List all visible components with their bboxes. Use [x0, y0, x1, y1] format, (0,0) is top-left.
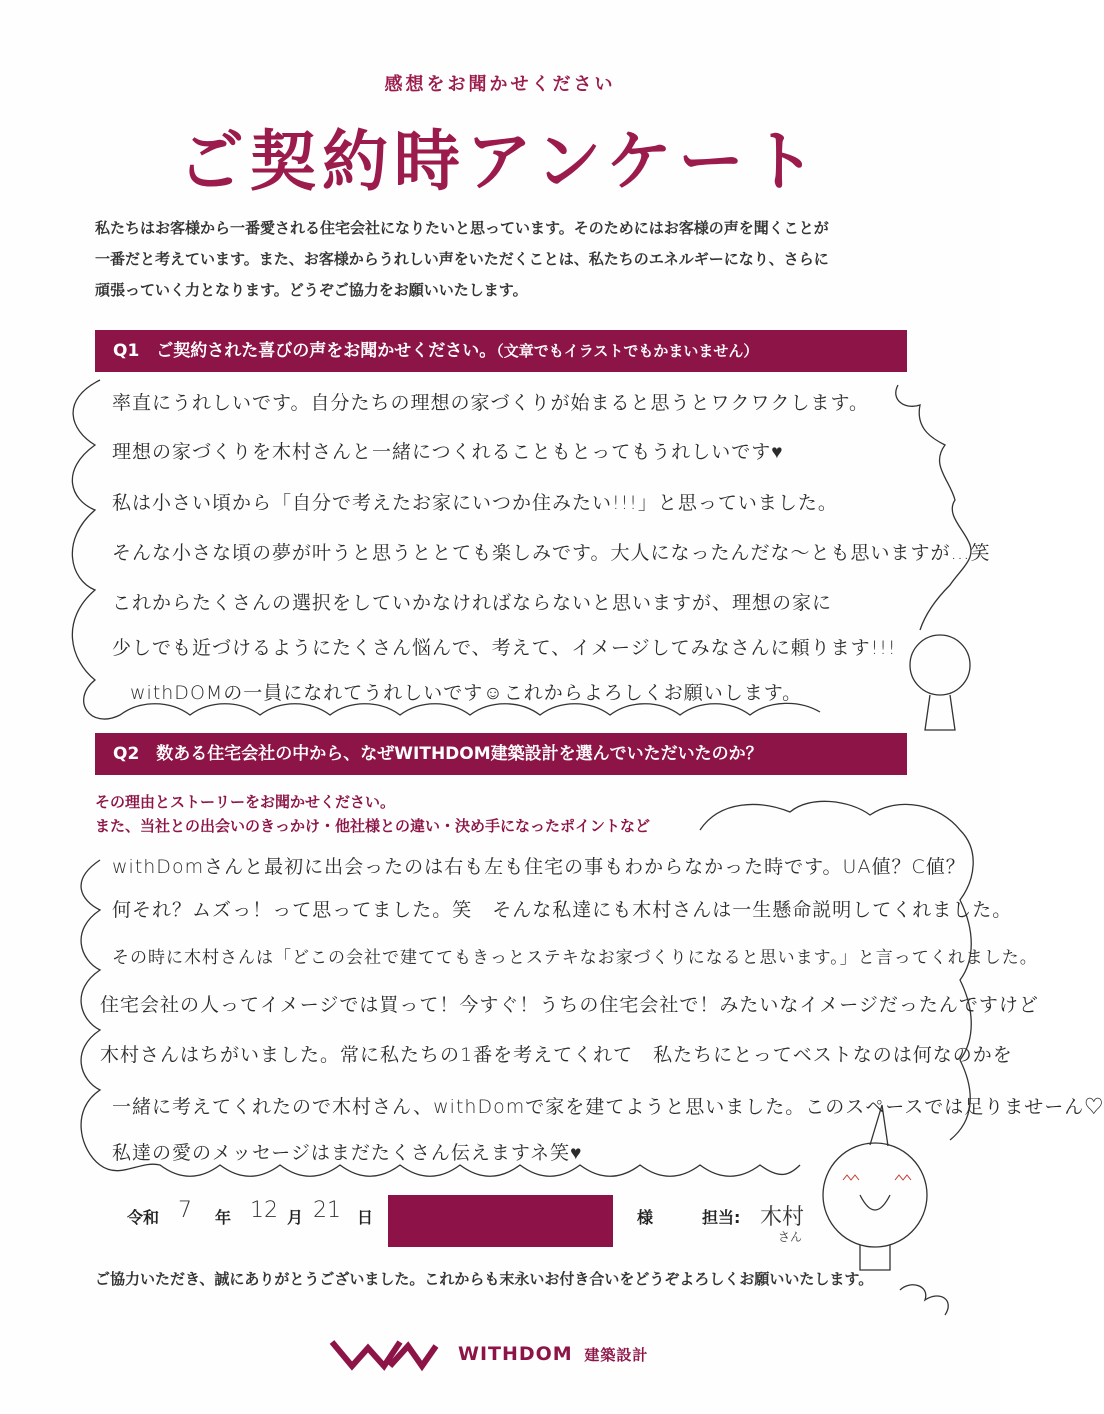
date-month: 12: [250, 1198, 278, 1223]
date-day: 21: [313, 1198, 341, 1223]
q2-answer-line: 何それ？ムズっ！って思ってました。笑 そんな私達にも木村さんは一生懸命説明してくれました。: [112, 899, 1013, 921]
q1-answer-line: 少しでも近づけるようにたくさん悩んで、考えて、イメージしてみなさんに頼ります!!!: [112, 637, 897, 659]
q2-header: [95, 733, 907, 775]
date-year: 7: [178, 1198, 192, 1223]
intro-line: 私たちはお客様から一番愛される住宅会社になりたいと思っています。そのためにはお客様の声を聞くことが: [95, 219, 829, 237]
logo-name: WITHDOM: [458, 1343, 573, 1365]
character-face-q2: [823, 1143, 927, 1247]
q2-subtitle: また、当社との出会いのきっかけ・他社様との違い・決め手になったポイントなど: [95, 817, 651, 835]
intro-line: 頑張っていく力となります。どうぞご協力をお願いいたします。: [95, 281, 528, 299]
q1-answer-line: これからたくさんの選択をしていかなければならないと思いますが、理想の家に: [112, 592, 833, 614]
staff-name: 木村: [760, 1205, 805, 1230]
q1-header: [95, 330, 907, 372]
q2-answer-line: 私達の愛のメッセージはまだたくさん伝えますネ笑♥: [112, 1142, 583, 1164]
honorific-sama: 様: [637, 1208, 654, 1227]
redacted-customer-name: [388, 1195, 613, 1247]
page-title: ご契約時アンケート: [177, 123, 823, 200]
q1-label: Q1 ご契約された喜びの声をお聞かせください。: [113, 341, 497, 361]
header-subtitle: 感想をお聞かせください: [384, 74, 616, 95]
q1-answer-line: withDOMの一員になれてうれしいです☺これからよろしくお願いします。: [130, 682, 803, 704]
q2-answer-line: その時に木村さんは「どこの会社で建ててもきっとステキなお家づくりになると思います。」と言ってくれました。: [112, 948, 1038, 968]
intro-line: 一番だと考えています。また、お客様からうれしい声をいただくことは、私たちのエネルギーになり、さらに: [95, 250, 829, 268]
q2-answer-line: withDomさんと最初に出会ったのは右も左も住宅の事もわからなかった時です。UA値？C値？: [112, 856, 966, 878]
staff-label: 担当:: [702, 1208, 741, 1227]
character-face-q1: [910, 635, 970, 695]
q2-answer-line: 一緒に考えてくれたので木村さん、withDomで家を建てようと思いました。このスペースでは足りませーん♡: [112, 1096, 1104, 1118]
date-era: 令和: [127, 1208, 160, 1227]
date-day-label: 日: [357, 1208, 374, 1227]
q1-cloud-right: [896, 385, 971, 630]
logo-wordmark: [458, 1343, 648, 1365]
q2-label: Q2 数ある住宅会社の中から、なぜWITHDOM建築設計を選んでいただいたのか？: [113, 744, 763, 764]
q1-answer-line: 私は小さい頃から「自分で考えたお家にいつか住みたい!!!」と思っていました。: [112, 492, 838, 514]
intro-paragraph: [95, 213, 925, 306]
q1-note: （文章でもイラストでもかまいません）: [496, 342, 759, 360]
logo-suffix: 建築設計: [584, 1346, 649, 1364]
date-year-label: 年: [215, 1208, 232, 1227]
q2-answer-line: 住宅会社の人ってイメージでは買って！今すぐ！うちの住宅会社で！みたいなイメージだったんですけど: [100, 994, 1039, 1016]
withdom-logo-mark: [330, 1338, 440, 1370]
q2-answer-line: 木村さんはちがいました。常に私たちの1番を考えてくれて 私たちにとってベストなのは何なのかを: [100, 1044, 1013, 1066]
date-month-label: 月: [287, 1208, 304, 1227]
q1-answer-line: 率直にうれしいです。自分たちの理想の家づくりが始まると思うとワクワクします。: [112, 392, 869, 414]
staff-suffix: さん: [778, 1230, 803, 1244]
q2-subtitle: その理由とストーリーをお聞かせください。: [95, 793, 396, 811]
q1-answer-line: 理想の家づくりを木村さんと一緒につくれることもとってもうれしいです♥: [112, 441, 784, 463]
closing-message: ご協力いただき、誠にありがとうございました。これからも末永いお付き合いをどうぞよろしくお願いいたします。: [95, 1270, 874, 1288]
q1-answer-line: そんな小さな頃の夢が叶うと思うととても楽しみです。大人になったんだな〜とも思いますが…笑: [112, 542, 991, 564]
